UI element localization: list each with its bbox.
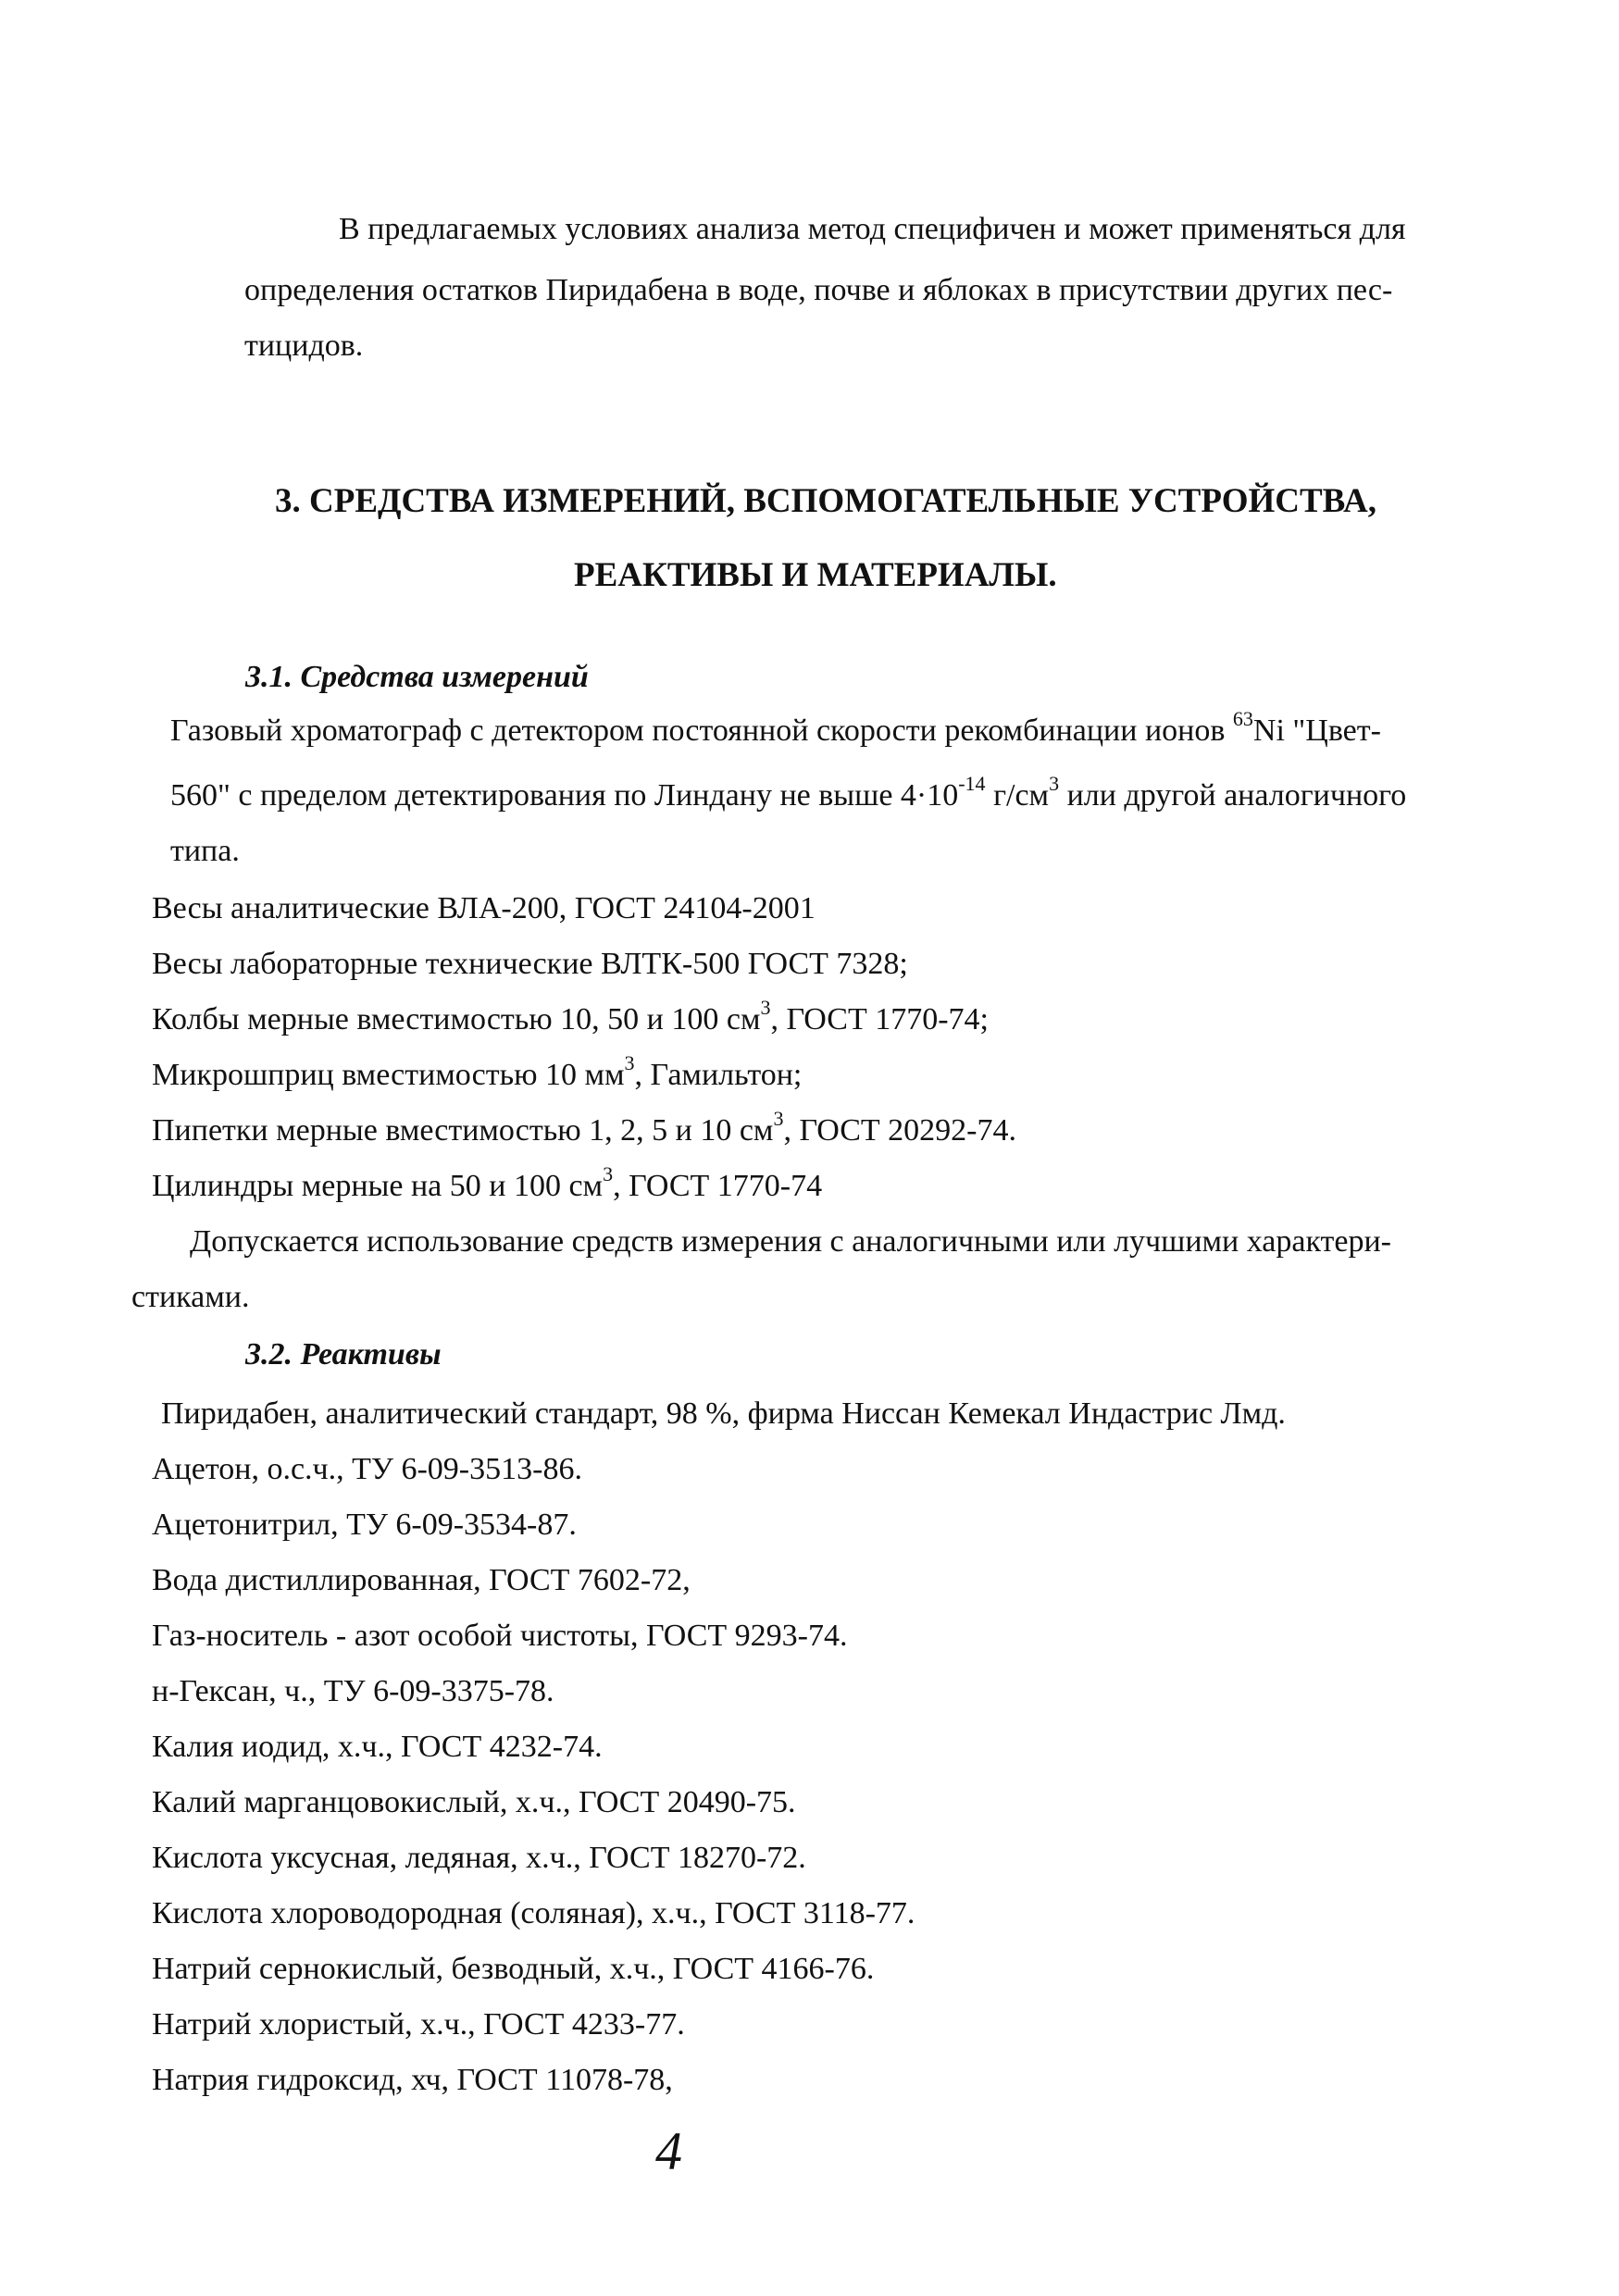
measure-item-standard: , ГОСТ 1770-74; [770, 1002, 989, 1036]
unit-superscript: 3 [624, 1050, 635, 1074]
measure-item-standard: , ГОСТ 20292-74. [783, 1113, 1016, 1148]
unit-superscript: 3 [760, 995, 771, 1019]
unit-superscript: 3 [1049, 771, 1060, 795]
page-number: 4 [655, 2121, 682, 2181]
unit-superscript: 3 [773, 1106, 784, 1130]
gc-line-3: типа. [170, 834, 240, 868]
reagents-heading: 3.2. Реактивы [245, 1337, 442, 1371]
measure-item [152, 1050, 803, 1095]
reagent-item: Вода дистиллированная, ГОСТ 7602-72, [152, 1563, 691, 1597]
intro-line-1: В предлагаемых условиях анализа метод специфичен и может применяться для [339, 212, 1406, 246]
unit-superscript: 3 [603, 1161, 614, 1185]
measure-item-text: Колбы мерные вместимостью 10, 50 и 100 см [152, 1002, 761, 1036]
reagent-item: Газ-носитель - азот особой чистоты, ГОСТ 9293-74. [152, 1619, 848, 1653]
gc-line-2-text: 560" с пределом детектирования по Линдану не выше 4·10 [170, 778, 959, 813]
section-title-line-2: РЕАКТИВЫ И МАТЕРИАЛЫ. [574, 556, 1057, 594]
measure-item [152, 1106, 1016, 1150]
reagent-item: Кислота уксусная, ледяная, х.ч., ГОСТ 18270-72. [152, 1841, 806, 1875]
isotope-superscript: 63 [1232, 706, 1253, 730]
measure-item-standard: , ГОСТ 1770-74 [613, 1169, 823, 1203]
measure-item-text: Пипетки мерные вместимостью 1, 2, 5 и 10 см [152, 1113, 774, 1148]
gc-line-2-unit: г/см [985, 778, 1050, 813]
measure-heading: 3.1. Средства измерений [245, 660, 589, 694]
note-line-2: стиками. [131, 1280, 250, 1314]
reagent-item: Калий марганцовокислый, х.ч., ГОСТ 20490-75. [152, 1785, 796, 1819]
measure-item [152, 1161, 823, 1206]
reagent-item: Натрий сернокислый, безводный, х.ч., ГОСТ 4166-76. [152, 1952, 875, 1986]
measure-item-text: Цилиндры мерные на 50 и 100 см [152, 1169, 604, 1203]
reagent-item: н-Гексан, ч., ТУ 6-09-3375-78. [152, 1674, 554, 1708]
gc-line-2-end: или другой аналогичного [1059, 778, 1407, 813]
gc-line-1-end: Ni "Цвет- [1252, 714, 1381, 748]
gc-line-1-text: Газовый хроматограф с детектором постоянной скорости рекомбинации ионов [170, 714, 1233, 748]
intro-line-3: тицидов. [244, 329, 364, 363]
reagent-item: Натрия гидроксид, хч, ГОСТ 11078-78, [152, 2063, 673, 2097]
measure-item-standard: , Гамильтон; [634, 1058, 803, 1092]
gc-line-2 [170, 771, 1407, 815]
section-title-line-1: 3. СРЕДСТВА ИЗМЕРЕНИЙ, ВСПОМОГАТЕЛЬНЫЕ УСТРОЙСТВА, [275, 482, 1376, 520]
measure-item-text: Микрошприц вместимостью 10 мм [152, 1058, 625, 1092]
reagent-item: Ацетон, о.с.ч., ТУ 6-09-3513-86. [152, 1452, 582, 1486]
note-line-1: Допускается использование средств измерения с аналогичными или лучшими характери- [190, 1224, 1391, 1259]
reagent-item: Калия иодид, х.ч., ГОСТ 4232-74. [152, 1730, 603, 1764]
measure-item-text: Весы аналитические ВЛА-200, ГОСТ 24104-2001 [152, 891, 816, 925]
measure-item [152, 995, 989, 1039]
exponent-superscript: -14 [958, 771, 986, 795]
gc-line-1 [170, 706, 1381, 751]
measure-item [152, 946, 908, 984]
reagent-item: Натрий хлористый, х.ч., ГОСТ 4233-77. [152, 2007, 685, 2042]
measure-item-text: Весы лабораторные технические ВЛТК-500 ГОСТ 7328; [152, 947, 908, 981]
reagent-item: Ацетонитрил, ТУ 6-09-3534-87. [152, 1508, 577, 1542]
reagent-item: Кислота хлороводородная (соляная), х.ч., ГОСТ 3118-77. [152, 1896, 915, 1930]
measure-item [152, 890, 816, 928]
reagent-item: Пиридабен, аналитический стандарт, 98 %, фирма Ниссан Кемекал Индастрис Лмд. [161, 1396, 1286, 1431]
intro-line-2: определения остатков Пиридабена в воде, почве и яблоках в присутствии других пес- [244, 273, 1393, 307]
